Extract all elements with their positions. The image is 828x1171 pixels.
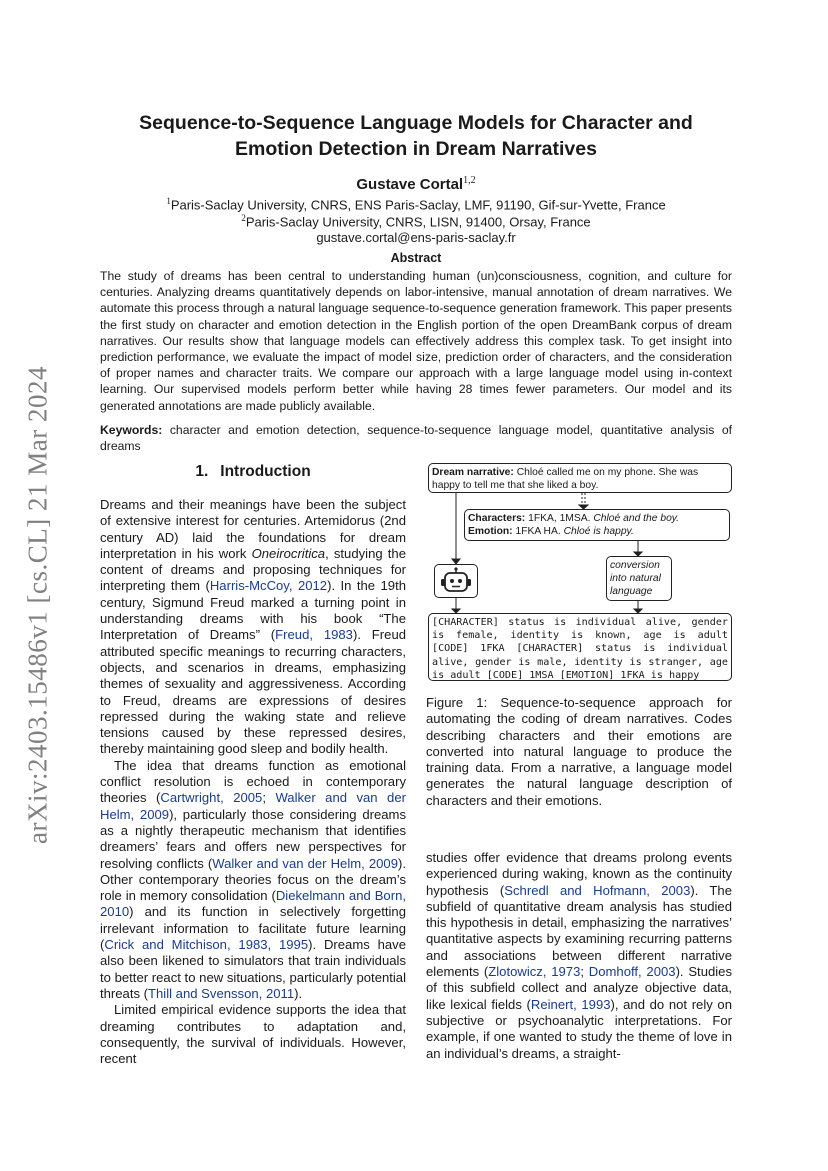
affiliation-2-text: Paris-Saclay University, CNRS, LISN, 91400, Orsay, France — [245, 214, 591, 230]
natural-language-output-box: [CHARACTER] status is individual alive, gender is female, identity is known, age is adult [CODE] 1FKA [CHARACTER] status is individual alive, gender is male, identity is stranger, age is adult [CODE] 1MSA [EMOTION] 1FKA is happy — [428, 613, 732, 681]
citation-link[interactable]: Walker and van der Helm, 2009 — [212, 855, 398, 871]
text-run: ), particularly those considering dreams as a nightly therapeutic mechanism that identifies dreamers’ fears and offers new perspectives for resolving conflicts ( — [100, 806, 406, 871]
codes-box — [464, 509, 730, 541]
section-title: Introduction — [220, 463, 311, 480]
text-run: ). — [294, 985, 303, 1001]
language-model-box — [434, 564, 478, 598]
paper-title — [100, 110, 732, 162]
author — [100, 175, 732, 193]
narrative-label: Dream narrative: — [432, 467, 514, 478]
affiliation-2 — [100, 213, 732, 229]
citation-link[interactable]: Crick and Mitchison, 1983, 1995 — [104, 937, 309, 953]
citation-link[interactable]: Harris-McCoy, 2012 — [209, 578, 328, 594]
text-run: , studying the content of dreams and proposing techniques for interpreting them ( — [100, 545, 406, 594]
keywords-text: character and emotion detection, sequence-to-sequence language model, quantitative analysis of dreams — [100, 423, 732, 454]
text-run: ). The subfield of quantitative dream analysis has studied this hypothesis in detail, emphasizing the narratives’ quantitative aspects by examining recurring patterns and associations between different narrative elements ( — [426, 882, 732, 980]
text-run: ; — [262, 790, 276, 806]
figure-caption: Figure 1: Sequence-to-sequence approach for automating the coding of dream narratives. Codes describing characters and their emotions are converted into natural language to produce the training data. From a narrative, a language model generates the natural language description of characters and their emotions. — [426, 695, 732, 808]
author-affil-marks: 1,2 — [463, 175, 476, 186]
text-run: Limited empirical evidence supports the idea that dreaming contributes to adaptation and, consequently, the survival of individuals. However, recent — [100, 1002, 406, 1067]
intro-paragraph-1 — [100, 497, 406, 758]
citation-link[interactable]: Freud, 1983 — [275, 627, 353, 643]
affiliation-1-text: Paris-Saclay University, CNRS, ENS Paris-Saclay, LMF, 91190, Gif-sur-Yvette, France — [170, 197, 666, 213]
intro-paragraph-2 — [100, 758, 406, 1002]
dream-narrative-box — [428, 463, 732, 493]
robot-icon — [438, 567, 474, 595]
emotion-text: Chloé is happy. — [563, 526, 634, 537]
section-heading — [100, 463, 406, 481]
text-run: ). Other contemporary theories focus on the dream’s role in memory consolidation ( — [100, 855, 406, 904]
keywords-label: Keywords: — [100, 423, 163, 437]
citation-link[interactable]: Thill and Svensson, 2011 — [148, 985, 295, 1001]
citation-link[interactable]: Domhoff, 2003 — [588, 964, 676, 980]
affiliation-1 — [100, 196, 732, 212]
text-run: ). Dreams have also been likened to simulators that train individuals to better react to new situations, particularly potential threats ( — [100, 937, 406, 1001]
right-column — [426, 850, 732, 1062]
conversion-box: conversion into natural language — [606, 556, 672, 601]
citation-link[interactable]: Walker and van der Helm, 2009 — [100, 790, 406, 822]
text-run: ) and its function in selectively forgetting irrelevant information to facilitate future learning ( — [100, 904, 406, 953]
characters-code: 1FKA, 1MSA. — [528, 513, 591, 524]
arxiv-stamp — [16, 360, 60, 850]
narrative-text: Chloé called me on my phone. She was happy to tell me that she liked a boy. — [432, 467, 699, 491]
emotion-line — [468, 525, 726, 538]
left-column — [100, 497, 406, 1067]
citation-link[interactable]: Diekelmann and Born, 2010 — [100, 888, 406, 920]
citation-link[interactable]: Schredl and Hofmann, 2003 — [504, 882, 691, 898]
citation-link[interactable]: Zlotowicz, 1973 — [488, 964, 581, 980]
citation-link[interactable]: Reinert, 1993 — [530, 996, 611, 1012]
right-paragraph — [426, 850, 732, 1062]
figure-1 — [426, 460, 734, 685]
intro-paragraph-3 — [100, 1002, 406, 1067]
title-line-1: Sequence-to-Sequence Language Models for Character and — [139, 112, 693, 134]
abstract-heading: Abstract — [390, 251, 442, 265]
author-email[interactable]: gustave.cortal@ens-paris-saclay.fr — [316, 230, 516, 245]
title-line-2: Emotion Detection in Dream Narratives — [235, 138, 597, 160]
text-run: ), and do not rely on subjective or psychoanalytic interpretations. For example, if one wanted to study the theme of love in an individual’s dreams, a straight- — [426, 996, 732, 1061]
text-run: ). Freud attributed specific meanings to recurring characters, objects, and scenarios in dreams, emphasizing themes of sexuality and aggressiveness. According to Freud, dreams are expressions of desires repressed during the waking state and relieve tensions caused by these repressed desires, thereby maintaining good sleep and bodily health. — [100, 627, 407, 757]
characters-label: Characters: — [468, 513, 526, 524]
section-number: 1. — [195, 463, 209, 480]
characters-text: Chloé and the boy. — [593, 513, 680, 524]
text-run: ). In the 19th century, Sigmund Freud marked a turning point in understanding dreams with his book “The Interpretation of Dreams” ( — [100, 578, 406, 643]
text-run: Oneirocritica — [251, 545, 326, 561]
text-run: Dreams and their meanings have been the subject of extensive interest for centuries. Artemidorus (2nd century AD) laid the foundations for dream interpretation in his work — [100, 497, 406, 561]
text-run: ; — [580, 964, 589, 980]
emotion-code: 1FKA HA. — [515, 526, 561, 537]
text-run: ). Studies of this subfield collect and analyze objective data, like lexical fields ( — [426, 964, 732, 1012]
text-run: The idea that dreams function as emotional conflict resolution is echoed in contemporary theories ( — [100, 757, 406, 806]
affiliation-2-mark: 2 — [241, 213, 246, 223]
text-run: studies offer evidence that dreams prolong events experienced during waking, known as the continuity hypothesis ( — [426, 850, 732, 898]
abstract-text: The study of dreams has been central to understanding human (un)consciousness, cognition, and culture for centuries. Analyzing dreams quantitatively depends on labor-intensive, manual annotation of dream narratives. We automate this process through a natural language sequence-to-sequence generation framework. This paper presents the first study on character and emotion detection in the English portion of the open DreamBank corpus of dream narratives. Our results show that language models can effectively address this complex task. To get insight into prediction performance, we evaluate the impact of model size, prediction order of characters, and the consideration of proper names and character traits. We compare our approach with a large language model using in-context learning. Our supervised models perform better while having 28 times fewer parameters. Our model and its generated annotations are made publicly available. — [100, 269, 732, 413]
keywords — [100, 422, 732, 454]
arxiv-stamp-text: arXiv:2403.15486v1 [cs.CL] 21 Mar 2024 — [22, 366, 53, 844]
citation-link[interactable]: Cartwright, 2005 — [160, 790, 263, 806]
characters-line — [468, 512, 726, 525]
author-name: Gustave Cortal — [356, 176, 464, 193]
emotion-label: Emotion: — [468, 526, 513, 537]
affiliation-1-mark: 1 — [166, 196, 171, 206]
